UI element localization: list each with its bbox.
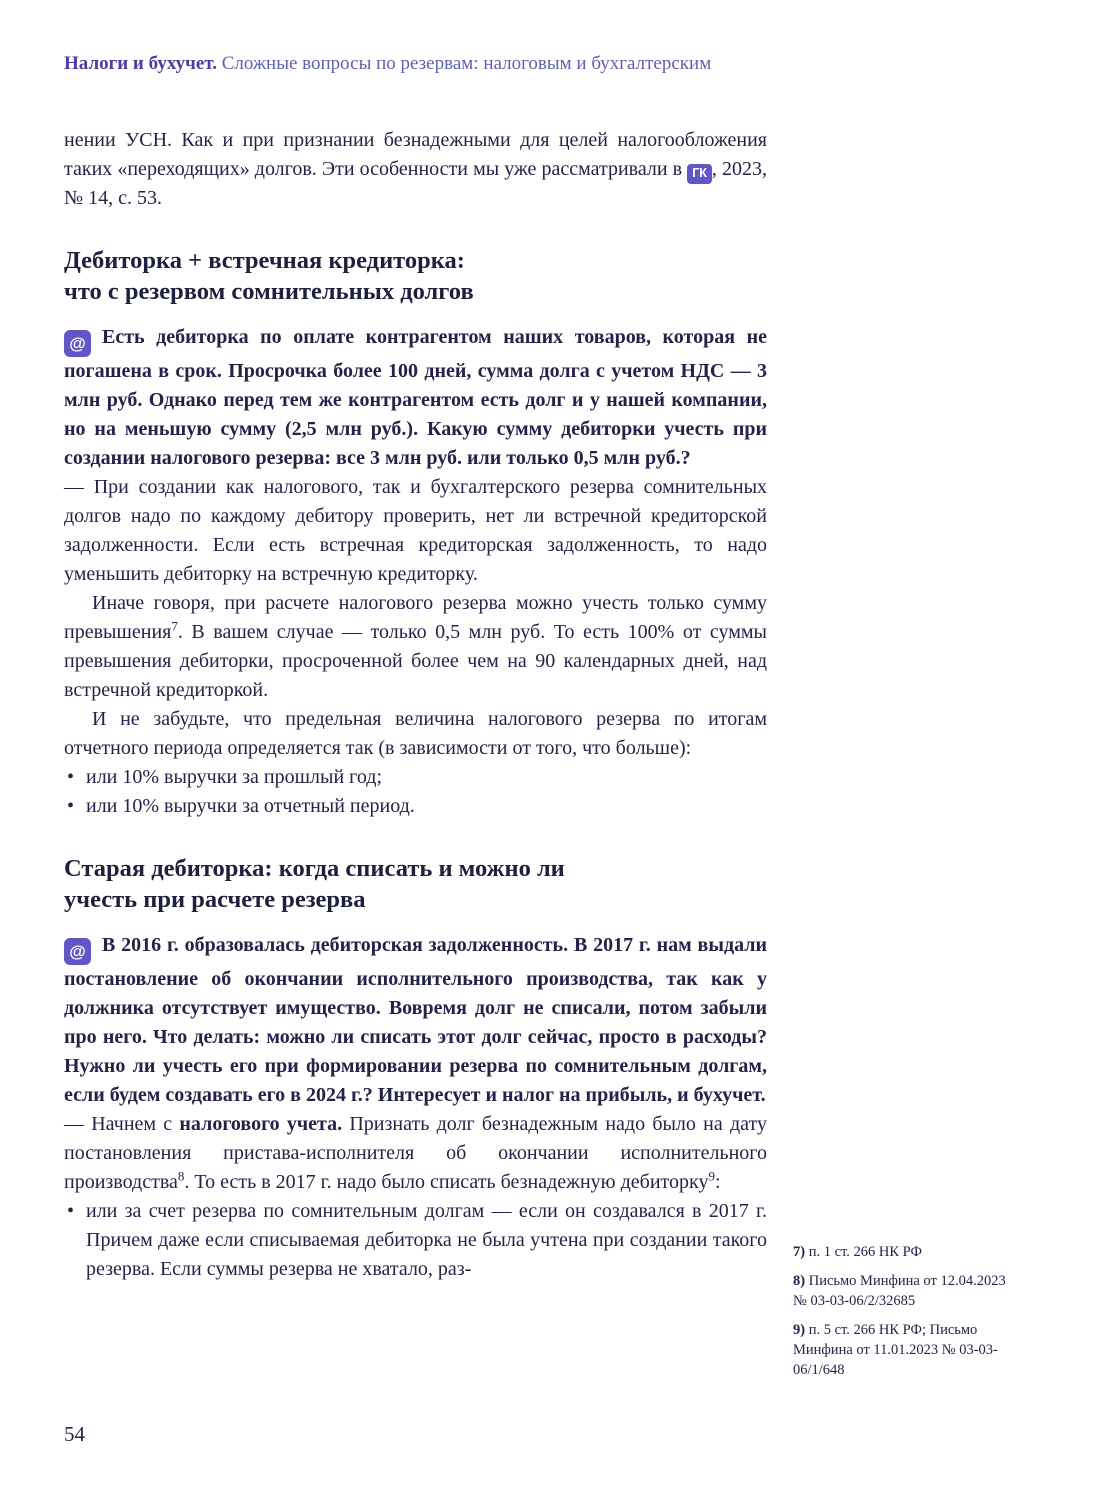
footnotes-sidebar bbox=[793, 1242, 1018, 1389]
header-subtitle: Сложные вопросы по резервам: налоговым и бухгалтерским bbox=[216, 53, 712, 74]
s2-a-text2: Признать долг безнадежным надо было на дату постановления пристава-исполнителя об окончании исполнительного производства bbox=[64, 1113, 767, 1193]
footnote-9 bbox=[793, 1320, 1018, 1380]
s2-a-text4: : bbox=[714, 1171, 721, 1193]
bullet-marker: • bbox=[67, 1200, 75, 1222]
section2-title-line2: учесть при расчете резерва bbox=[64, 886, 366, 913]
list-item bbox=[64, 792, 767, 821]
s1-a2-text2: . В вашем случае — только 0,5 млн руб. То есть 100% от суммы превышения дебиторки, просроченной более чем на 90 календарных дней, над встречной кредиторкой. bbox=[64, 621, 767, 701]
footnote-8 bbox=[793, 1271, 1018, 1311]
gk-magazine-icon: ГК bbox=[687, 164, 712, 184]
section2-bullet1-text: или за счет резерва по сомнительным долгам — если он создавался в 2017 г. Причем даже если списываемая дебиторка не была учтена при создании такого резерва. Если суммы резерва не хватало, раз- bbox=[86, 1200, 767, 1280]
footnote-8-text: Письмо Минфина от 12.04.2023 № 03-03-06/2/32685 bbox=[793, 1273, 1006, 1309]
s2-a-text3: . То есть в 2017 г. надо было списать безнадежную дебиторку bbox=[184, 1171, 709, 1193]
s2-a-text1: — Начнем с bbox=[64, 1113, 180, 1135]
at-reader-question-icon: @ bbox=[64, 938, 91, 965]
section2-title bbox=[64, 853, 767, 915]
footnote-ref-9: 9 bbox=[708, 1168, 715, 1184]
footnote-9-text: п. 5 ст. 266 НК РФ; Письмо Минфина от 11.01.2023 № 03-03-06/1/648 bbox=[793, 1322, 998, 1378]
bullet-marker: • bbox=[67, 766, 75, 788]
list-item bbox=[64, 763, 767, 792]
page-header bbox=[64, 52, 1054, 76]
section1-question bbox=[64, 323, 767, 473]
section1-answer-paragraph-3: И не забудьте, что предельная величина налогового резерва по итогам отчетного периода определяется так (в зависимости от того, что больше): bbox=[64, 708, 767, 759]
footnote-9-number: 9) bbox=[793, 1322, 806, 1338]
footnote-ref-7: 7 bbox=[171, 618, 178, 634]
footnote-7-number: 7) bbox=[793, 1244, 806, 1260]
bullet-marker: • bbox=[67, 795, 75, 817]
intro-text-after: , 2023, № 14, с. 53. bbox=[64, 158, 767, 209]
header-brand: Налоги и бухучет. bbox=[64, 53, 217, 74]
section2-title-line1: Старая дебиторка: когда списать и можно ли bbox=[64, 855, 565, 882]
at-reader-question-icon: @ bbox=[64, 330, 91, 357]
section2-answer-paragraph bbox=[64, 1110, 767, 1197]
section1-answer-paragraph-1: — При создании как налогового, так и бухгалтерского резерва сомнительных долгов надо по каждому дебитору проверить, нет ли встречной кредиторской задолженности. Если есть встречная кредиторская задолженность, то надо уменьшить дебиторку на встречную кредиторку. bbox=[64, 476, 767, 585]
section1-title-line1: Дебиторка + встречная кредиторка: bbox=[64, 247, 465, 274]
s1-a2-text1: Иначе говоря, при расчете налогового резерва можно учесть только сумму превышения bbox=[64, 592, 767, 643]
main-column bbox=[64, 126, 767, 1284]
section1-title-line2: что с резервом сомнительных долгов bbox=[64, 278, 474, 305]
page-number: 54 bbox=[64, 1422, 85, 1446]
section1-answer-paragraph-2 bbox=[64, 589, 767, 705]
section2-question bbox=[64, 931, 767, 1110]
intro-text-before: нении УСН. Как и при признании безнадежными для целей налогообложения таких «переходящих» долгов. Эти особенности мы уже рассматривали в bbox=[64, 129, 767, 180]
section2-question-text: В 2016 г. образовалась дебиторская задолженность. В 2017 г. нам выдали постановление об окончании исполнительного производства, так как у должника отсутствует имущество. Вовремя долг не списали, потом забыли про него. Что делать: можно ли списать этот долг сейчас, просто в расходы? Нужно ли учесть его при формировании резерва по сомнительным долгам, если будем создавать его в 2024 г.? Интересует и налог на прибыль, и бухучет. bbox=[64, 934, 767, 1106]
section1-title bbox=[64, 245, 767, 307]
s2-a-bold: налогового учета. bbox=[179, 1113, 343, 1135]
intro-paragraph bbox=[64, 126, 767, 213]
footnote-ref-8: 8 bbox=[177, 1168, 185, 1184]
footnote-8-number: 8) bbox=[793, 1273, 806, 1289]
list-item bbox=[64, 1197, 767, 1284]
footnote-7-text: п. 1 ст. 266 НК РФ bbox=[808, 1244, 922, 1260]
section1-question-text: Есть дебиторка по оплате контрагентом наших товаров, которая не погашена в срок. Просрочка более 100 дней, сумма долга с учетом НДС — 3 млн руб. Однако перед тем же контрагентом есть долг и у нашей компании, но на меньшую сумму (2,5 млн руб.). Какую сумму дебиторки учесть при создании налогового резерва: все 3 млн руб. или только 0,5 млн руб.? bbox=[64, 326, 767, 469]
footnote-7 bbox=[793, 1242, 1018, 1262]
section1-bullet2-text: или 10% выручки за отчетный период. bbox=[86, 795, 415, 817]
section1-bullet1-text: или 10% выручки за прошлый год; bbox=[86, 766, 383, 788]
